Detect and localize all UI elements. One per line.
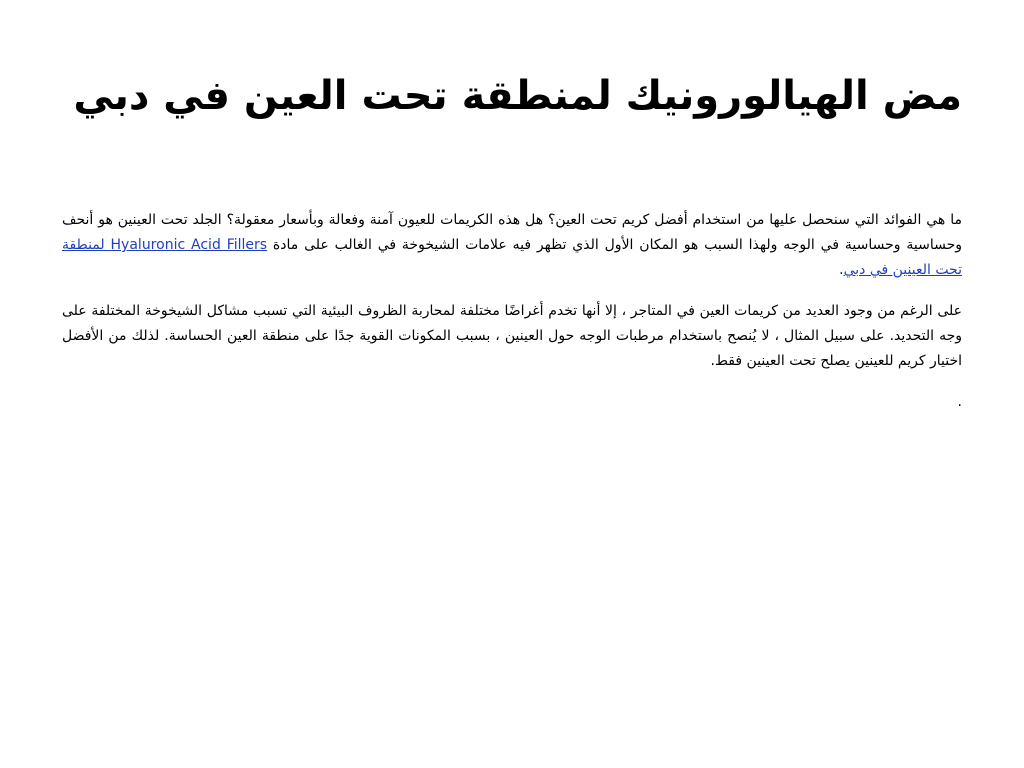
paragraph-intro-end: . [839,262,844,278]
link-label-arabic: لمنطقة تحت العينين في دبي [62,237,962,278]
paragraph-eye-creams: على الرغم من وجود العديد من كريمات العين في المتاجر ، إلا أنها تخدم أغراضًا مختلفة لمحاربة الظروف البيئية التي تسبب مشاكل الشيخوخة المختلفة على وجه التحديد. على سبيل المثال ، لا يُنصح باستخدام مرطبات الوجه حول العينين ، بسبب المكونات القوية جدًا على منطقة العين الحساسة. لذلك من الأفضل اختيار كريم للعينين يصلح تحت العينين فقط. [62,303,962,369]
trailing-dot: . [957,394,962,410]
paragraph-intro [62,208,962,283]
slide-body [62,208,962,431]
page-title: مض الهيالورونيك لمنطقة تحت العين في دبي [73,73,962,119]
link-label-latin: Hyaluronic Acid Fillers [110,237,268,253]
paragraph-intro-text: ما هي الفوائد التي سنحصل عليها من استخدام أفضل كريم تحت العين؟ هل هذه الكريمات للعيون آمنة وفعالة وبأسعار معقولة؟ الجلد تحت العينين هو أنحف وحساسية وحساسية في الوجه ولهذا السبب هو المكان الأول الذي تظهر فيه علامات الشيخوخة في الغالب على مادة [62,212,962,253]
